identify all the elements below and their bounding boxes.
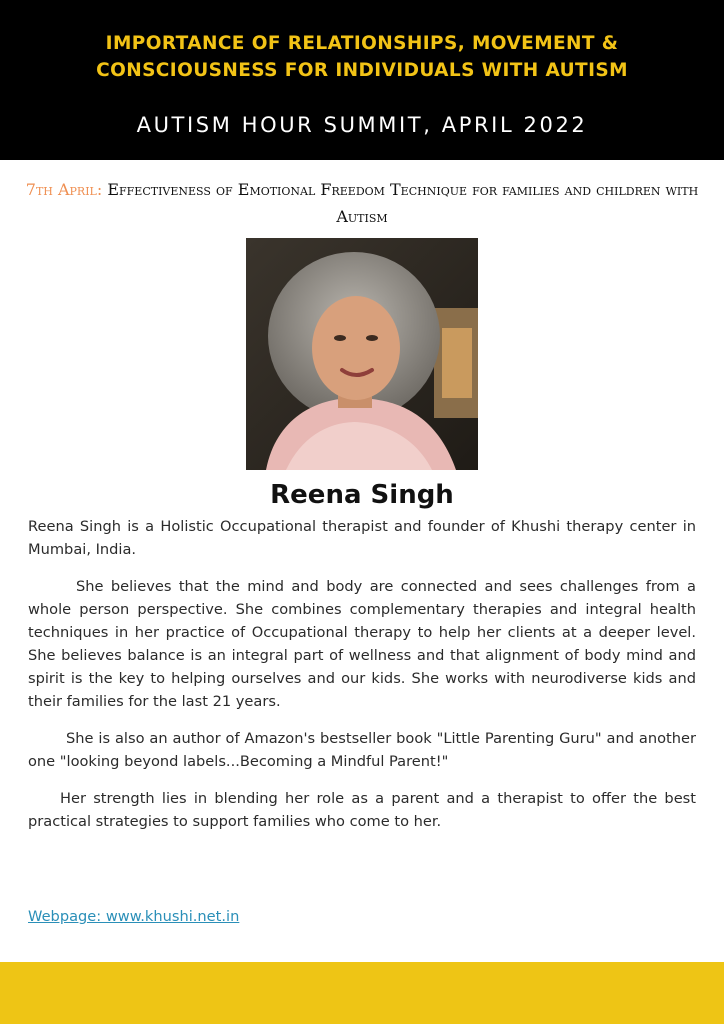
header-banner bbox=[0, 0, 724, 160]
speaker-photo bbox=[246, 238, 478, 470]
bio-paragraph: Her strength lies in blending her role as a parent and a therapist to offer the best practical strategies to support families who come to her. bbox=[28, 790, 696, 830]
session-date: 7th April: bbox=[25, 180, 103, 199]
footer-bar bbox=[0, 962, 724, 1024]
bio-paragraph: She believes that the mind and body are connected and sees challenges from a whole person perspective. She combines complementary therapies and integral health techniques in her practice of Occupational therapy to help her clients at a deeper level. She believes balance is an integral part of wellness and that alignment of body mind and spirit is the key to helping ourselves and our kids. She works with neurodiverse kids and their families for the last 21 years. bbox=[28, 578, 696, 710]
summit-subtitle: AUTISM HOUR SUMMIT, APRIL 2022 bbox=[136, 113, 588, 137]
event-title bbox=[0, 30, 724, 84]
speaker-portrait-icon bbox=[246, 238, 478, 470]
bio-paragraph: She is also an author of Amazon's bestseller book "Little Parenting Guru" and another one "looking beyond labels...Becoming a Mindful Parent!" bbox=[28, 730, 696, 770]
speaker-name: Reena Singh bbox=[270, 480, 454, 510]
event-title-line1: IMPORTANCE OF RELATIONSHIPS, MOVEMENT & bbox=[105, 33, 619, 54]
session-heading bbox=[10, 176, 714, 230]
webpage-link[interactable]: Webpage: www.khushi.net.in bbox=[28, 908, 240, 925]
bio-paragraph: Reena Singh is a Holistic Occupational therapist and founder of Khushi therapy center in Mumbai, India. bbox=[28, 518, 696, 558]
event-title-line2: CONSCIOUSNESS FOR INDIVIDUALS WITH AUTISM bbox=[96, 60, 628, 81]
speaker-bio bbox=[28, 515, 696, 847]
session-topic: Effectiveness of Emotional Freedom Technique for families and children with Autism bbox=[107, 180, 699, 226]
